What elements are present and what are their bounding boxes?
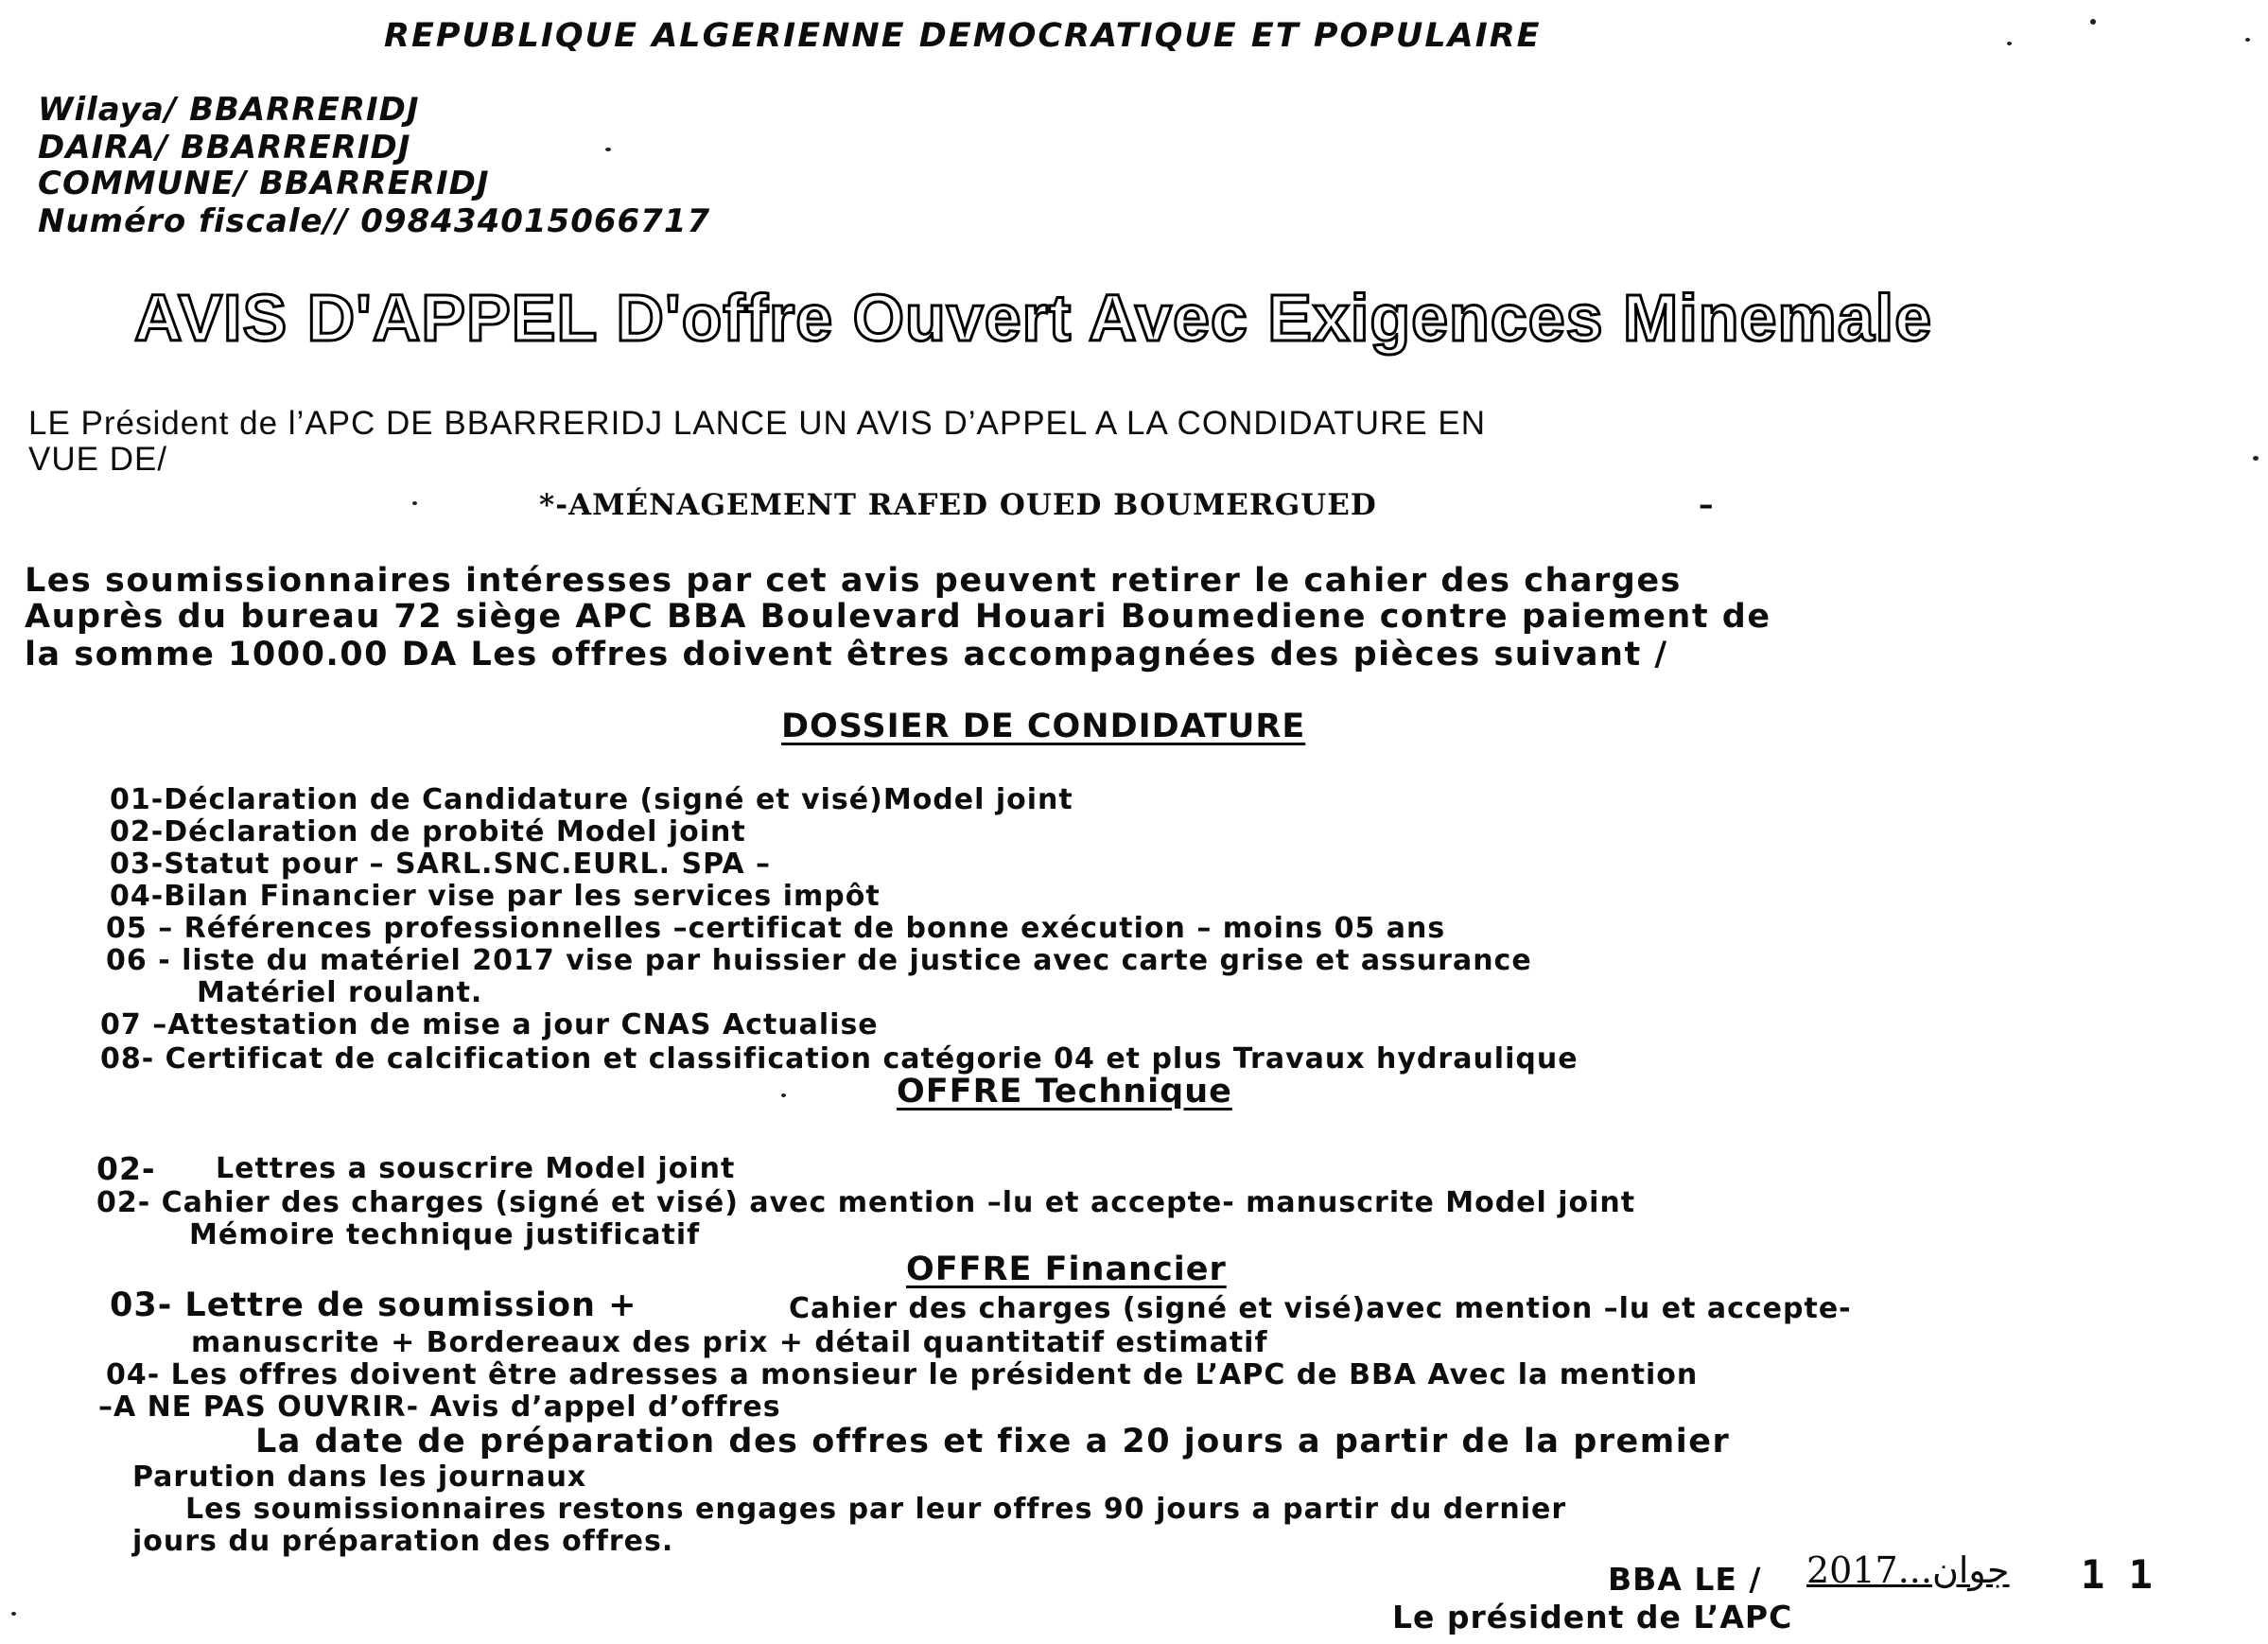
project-name: *-AMÉNAGEMENT RAFED OUED BOUMERGUED (539, 488, 1377, 522)
daira-line: DAIRA/ BBARRERIDJ (38, 129, 411, 166)
scan-speck (2245, 38, 2250, 42)
financier-item-4: 04- Les offres doivent être adresses a monsieur le président de L’APC de BBA Avec la mention (106, 1358, 1699, 1391)
scan-speck (2007, 42, 2012, 45)
engagement-line-1: Les soumissionnaires restons engages par leur offres 90 jours a partir du dernier (185, 1493, 1567, 1526)
engagement-line-2: jours du préparation des offres. (132, 1525, 674, 1558)
dossier-item-02: 02-Déclaration de probité Model joint (110, 815, 746, 848)
body-line-3: la somme 1000.00 DA Les offres doivent êtres accompagnées des pièces suivant / (25, 636, 1668, 673)
scan-speck (2253, 456, 2259, 461)
scan-speck (781, 1093, 786, 1097)
document-title: AVIS D'APPEL D'offre Ouvert Avec Exigences Minemale (134, 281, 1933, 355)
technique-item-2: 02- Cahier des charges (signé et visé) avec mention –lu et accepte- manuscrite Model joint (96, 1186, 1636, 1219)
preparation-date-line-2: Parution dans les journaux (132, 1460, 587, 1494)
financier-item-3-lead: 03- Lettre de soumission + (110, 1286, 637, 1324)
preparation-date-line-1: La date de préparation des offres et fixe a 20 jours a partir de la premier (255, 1423, 1731, 1460)
scan-speck (605, 148, 611, 151)
technique-heading: OFFRE Technique (897, 1073, 1232, 1111)
dossier-heading: DOSSIER DE CONDIDATURE (781, 708, 1306, 745)
technique-item-1: Lettres a souscrire Model joint (216, 1152, 736, 1185)
technique-item-1-number: 02- (96, 1150, 156, 1187)
signature-place: BBA LE / (1608, 1561, 1762, 1598)
signature-president: Le président de L’APC (1392, 1599, 1793, 1635)
dossier-item-08: 08- Certificat de calcification et classification catégorie 04 et plus Travaux hydraulique (100, 1042, 1579, 1076)
technique-item-2-cont: Mémoire technique justificatif (189, 1218, 701, 1251)
financier-item-3-cont: manuscrite + Bordereaux des prix + détail quantitatif estimatif (191, 1326, 1268, 1359)
dossier-item-06: 06 - liste du matériel 2017 vise par huissier de justice avec carte grise et assurance (106, 944, 1532, 977)
dossier-item-01: 01-Déclaration de Candidature (signé et visé)Model joint (110, 783, 1073, 816)
dossier-item-05: 05 – Références professionnelles –certificat de bonne exécution – moins 05 ans (106, 912, 1446, 945)
financier-item-3: Cahier des charges (signé et visé)avec mention –lu et accepte- (789, 1292, 1852, 1325)
scan-speck (412, 501, 417, 505)
dossier-item-03: 03-Statut pour – SARL.SNC.EURL. SPA – (110, 848, 771, 881)
project-dash: – (1699, 488, 1714, 522)
intro-line-1: LE Président de l’APC DE BBARRERIDJ LANCE UN AVIS D’APPEL A LA CONDIDATURE EN (28, 405, 1487, 442)
dossier-item-07: 07 –Attestation de mise a jour CNAS Actualise (100, 1008, 879, 1041)
wilaya-line: Wilaya/ BBARRERIDJ (38, 91, 420, 129)
body-line-2: Auprès du bureau 72 siège APC BBA Boulevard Houari Boumediene contre paiement de (25, 598, 1771, 636)
signature-date-handwritten: 2017...جوان (1806, 1549, 2010, 1591)
body-line-1: Les soumissionnaires intéresses par cet avis peuvent retirer le cahier des charges (25, 562, 1682, 600)
commune-line: COMMUNE/ BBARRERIDJ (38, 165, 490, 202)
republic-heading: REPUBLIQUE ALGERIENNE DEMOCRATIQUE ET POPULAIRE (384, 17, 1542, 55)
fiscal-number-line: Numéro fiscale// 098434015066717 (38, 202, 711, 240)
dossier-item-04: 04-Bilan Financier vise par les services impôt (110, 880, 881, 913)
scan-speck (2090, 19, 2096, 25)
financier-heading: OFFRE Financier (906, 1250, 1227, 1288)
dossier-item-06-cont: Matériel roulant. (197, 976, 483, 1009)
signature-day-stamp: 1 1 (2081, 1551, 2153, 1598)
financier-item-4-cont: –A NE PAS OUVRIR- Avis d’appel d’offres (98, 1390, 781, 1424)
intro-line-2: VUE DE/ (28, 441, 168, 478)
scan-speck (11, 1612, 16, 1616)
